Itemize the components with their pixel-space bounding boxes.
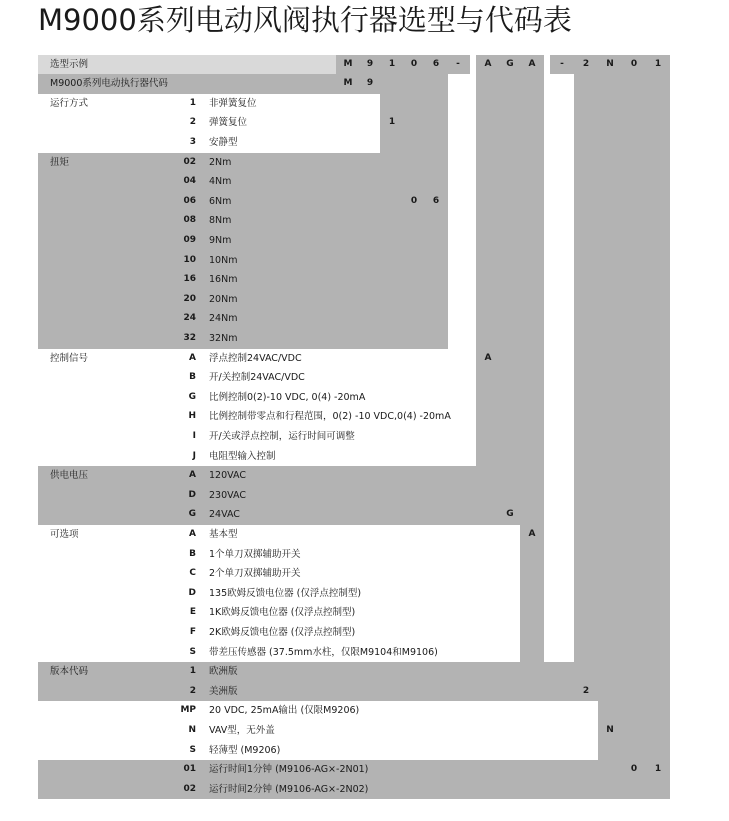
option-desc: 带差压传感器 (37.5mm水柱，仅限M9104和M9106) — [209, 646, 438, 658]
selected-token: 0 — [410, 195, 418, 206]
option-code: E — [189, 607, 196, 618]
selected-token: A — [528, 528, 536, 539]
option-desc: 24VAC — [209, 509, 240, 521]
selected-token: G — [506, 509, 514, 520]
option-code: I — [192, 430, 196, 441]
option-desc: 弹簧复位 — [209, 117, 248, 129]
selected-token: 2 — [582, 685, 590, 696]
code-column-7 — [498, 55, 522, 525]
selected-token: A — [484, 352, 492, 363]
option-code: 06 — [183, 195, 196, 206]
option-code: 01 — [183, 764, 196, 775]
example-token: - — [560, 58, 564, 69]
example-token: N — [606, 58, 614, 69]
option-code: 1 — [189, 97, 196, 108]
option-code: B — [189, 548, 196, 559]
option-code: 09 — [183, 234, 196, 245]
option-desc: 32Nm — [209, 332, 238, 344]
example-token: 0 — [410, 58, 418, 69]
option-desc: 欧洲版 — [209, 666, 238, 678]
option-code: D — [188, 489, 196, 500]
option-desc: 20Nm — [209, 293, 238, 305]
example-token: 1 — [388, 58, 396, 69]
option-desc: 6Nm — [209, 195, 232, 207]
option-desc: 10Nm — [209, 254, 238, 266]
option-code: A — [189, 352, 196, 363]
option-code: MP — [180, 705, 196, 716]
example-token: 2 — [582, 58, 590, 69]
example-token: A — [528, 58, 536, 69]
option-desc: 230VAC — [209, 489, 246, 501]
option-code: C — [189, 568, 196, 579]
example-token: 6 — [432, 58, 440, 69]
option-code: F — [189, 626, 196, 637]
example-token: M — [343, 58, 353, 69]
option-desc: 4Nm — [209, 176, 232, 188]
option-desc: VAV型，无外盖 — [209, 724, 275, 736]
series-token: 9 — [366, 78, 374, 89]
option-desc: 比例控制带零点和行程范围，0(2) -10 VDC,0(4) -20mA — [209, 411, 451, 423]
option-code: 2 — [189, 685, 196, 696]
option-code: 32 — [183, 332, 196, 343]
code-column-11 — [598, 55, 622, 761]
option-code: S — [189, 646, 196, 657]
option-code: 08 — [183, 215, 196, 226]
section-band-3 — [38, 466, 498, 525]
code-column-12 — [622, 55, 646, 800]
selected-token: 6 — [432, 195, 440, 206]
option-desc: 120VAC — [209, 470, 246, 482]
example-label: 选型示例 — [50, 58, 89, 70]
series-label: M9000系列电动执行器代码 — [50, 78, 168, 90]
option-desc: 135欧姆反馈电位器 (仅浮点控制型) — [209, 587, 362, 599]
option-code: G — [188, 509, 196, 520]
option-code: 10 — [183, 254, 196, 265]
option-code: A — [189, 528, 196, 539]
option-code: A — [189, 470, 196, 481]
code-column-6 — [476, 55, 500, 467]
example-token: 9 — [366, 58, 374, 69]
option-code: 02 — [183, 156, 196, 167]
option-desc: 比例控制0(2)-10 VDC, 0(4) -20mA — [209, 391, 366, 403]
option-code: 16 — [183, 274, 196, 285]
option-desc: 运行时间2分钟 (M9106-AG×-2N02) — [209, 783, 369, 795]
page-title: M9000系列电动风阀执行器选型与代码表 — [38, 3, 572, 37]
option-desc: 2K欧姆反馈电位器 (仅浮点控制型) — [209, 626, 356, 638]
option-desc: 1个单刀双掷辅助开关 — [209, 548, 301, 560]
option-desc: 16Nm — [209, 274, 238, 286]
option-code: 1 — [189, 666, 196, 677]
section-name: 可选项 — [50, 528, 79, 540]
option-desc: 1K欧姆反馈电位器 (仅浮点控制型) — [209, 607, 356, 619]
option-code: 3 — [189, 136, 196, 147]
section-name: 供电电压 — [50, 470, 89, 482]
option-desc: 美洲版 — [209, 685, 238, 697]
option-code: G — [188, 391, 196, 402]
option-code: 2 — [189, 117, 196, 128]
code-column-13 — [646, 55, 670, 800]
example-token: 0 — [630, 58, 638, 69]
option-code: J — [192, 450, 196, 461]
option-desc: 开/关或浮点控制，运行时间可调整 — [209, 430, 355, 442]
option-desc: 运行时间1分钟 (M9106-AG×-2N01) — [209, 764, 369, 776]
section-name: 版本代码 — [50, 666, 89, 678]
option-code: 04 — [183, 176, 196, 187]
example-token: 1 — [654, 58, 662, 69]
selected-token: 1 — [654, 764, 662, 775]
option-desc: 2个单刀双掷辅助开关 — [209, 568, 301, 580]
option-code: S — [189, 744, 196, 755]
example-token: A — [484, 58, 492, 69]
option-desc: 浮点控制24VAC/VDC — [209, 352, 302, 364]
option-desc: 非弹簧复位 — [209, 97, 257, 109]
selected-token: 1 — [388, 117, 396, 128]
option-code: 20 — [183, 293, 196, 304]
option-desc: 电阻型输入控制 — [209, 450, 276, 462]
option-code: N — [188, 724, 196, 735]
code-column-10 — [574, 55, 598, 702]
option-code: 24 — [183, 313, 196, 324]
option-desc: 9Nm — [209, 234, 232, 246]
section-name: 控制信号 — [50, 352, 89, 364]
example-token: - — [456, 58, 460, 69]
option-desc: 基本型 — [209, 528, 238, 540]
selected-token: N — [606, 724, 614, 735]
example-token: G — [506, 58, 514, 69]
code-column-8 — [520, 55, 544, 663]
option-code: B — [189, 372, 196, 383]
option-desc: 8Nm — [209, 215, 232, 227]
option-desc: 2Nm — [209, 156, 232, 168]
option-desc: 20 VDC, 25mA输出 (仅限M9206) — [209, 705, 360, 717]
selected-token: 0 — [630, 764, 638, 775]
option-code: H — [188, 411, 196, 422]
section-name: 扭矩 — [50, 156, 70, 168]
option-desc: 开/关控制24VAC/VDC — [209, 372, 305, 384]
option-code: 02 — [183, 783, 196, 794]
option-code: D — [188, 587, 196, 598]
series-token: M — [343, 78, 353, 89]
section-band-5 — [38, 662, 574, 701]
option-desc: 24Nm — [209, 313, 238, 325]
section-name: 运行方式 — [50, 97, 89, 109]
option-desc: 轻薄型 (M9206) — [209, 744, 281, 756]
option-desc: 安静型 — [209, 136, 238, 148]
